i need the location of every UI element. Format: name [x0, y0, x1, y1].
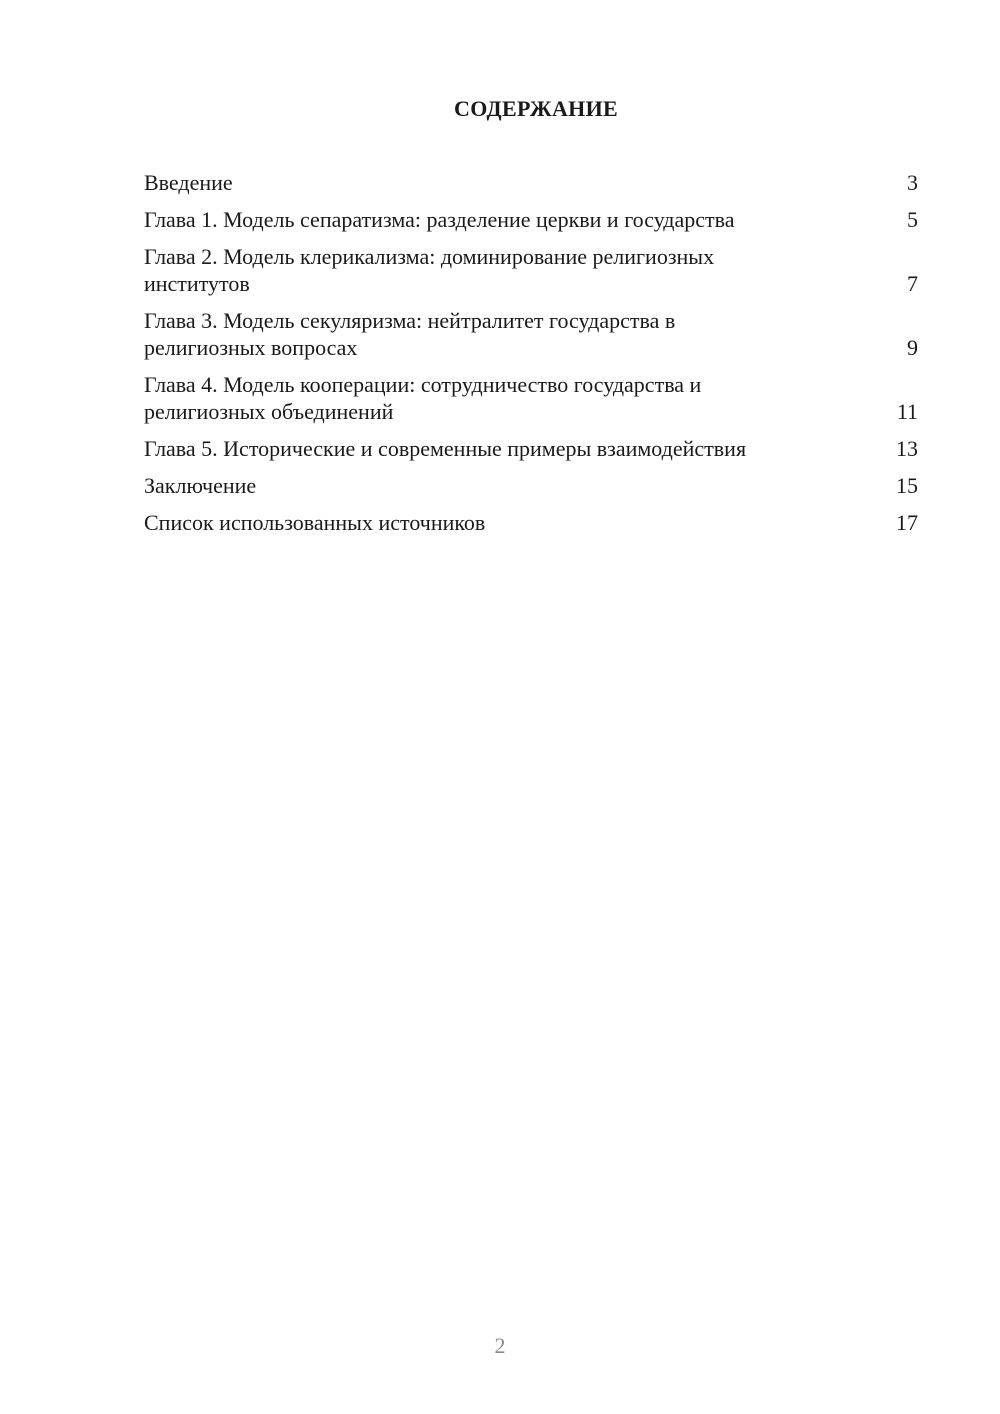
- toc-entry-label: Список использованных источников: [144, 510, 486, 535]
- toc-entry-label: Введение: [144, 170, 233, 195]
- toc-entry-page-number: 13: [896, 436, 918, 461]
- toc-entry-conclusion: [144, 472, 918, 499]
- page-title: СОДЕРЖАНИЕ: [454, 96, 618, 121]
- toc-entry-page-number: 3: [907, 170, 918, 195]
- toc-entry-page-number: 15: [896, 473, 918, 498]
- toc-entry-page-number: 11: [896, 399, 918, 424]
- page-footer-number: 2: [494, 1333, 506, 1358]
- toc-entry-label: Глава 5. Исторические и современные примеры взаимодействия: [144, 436, 747, 461]
- toc-entry-label: Глава 1. Модель сепаратизма: разделение церкви и государства: [144, 207, 735, 232]
- toc-entry-chapter-4: [144, 371, 918, 425]
- toc-entry-label: Глава 3. Модель секуляризма: нейтралитет государства в религиозных вопросах: [144, 308, 676, 360]
- toc-entry-label: Глава 2. Модель клерикализма: доминирование религиозных институтов: [144, 244, 715, 296]
- toc-entry-page-number: 5: [907, 207, 918, 232]
- toc-entry-label: Глава 4. Модель кооперации: сотрудничество государства и религиозных объединений: [144, 372, 702, 424]
- toc-entry-chapter-5: [144, 435, 918, 462]
- toc-entry-page-number: 17: [896, 510, 918, 535]
- toc-entry-chapter-1: [144, 206, 918, 233]
- toc-entry-chapter-3: [144, 307, 918, 361]
- table-of-contents: [144, 169, 918, 546]
- toc-entry-introduction: [144, 169, 918, 196]
- toc-entry-references: [144, 509, 918, 536]
- toc-entry-page-number: 7: [907, 271, 918, 296]
- toc-entry-page-number: 9: [907, 335, 918, 360]
- toc-entry-chapter-2: [144, 243, 918, 297]
- toc-entry-label: Заключение: [144, 473, 257, 498]
